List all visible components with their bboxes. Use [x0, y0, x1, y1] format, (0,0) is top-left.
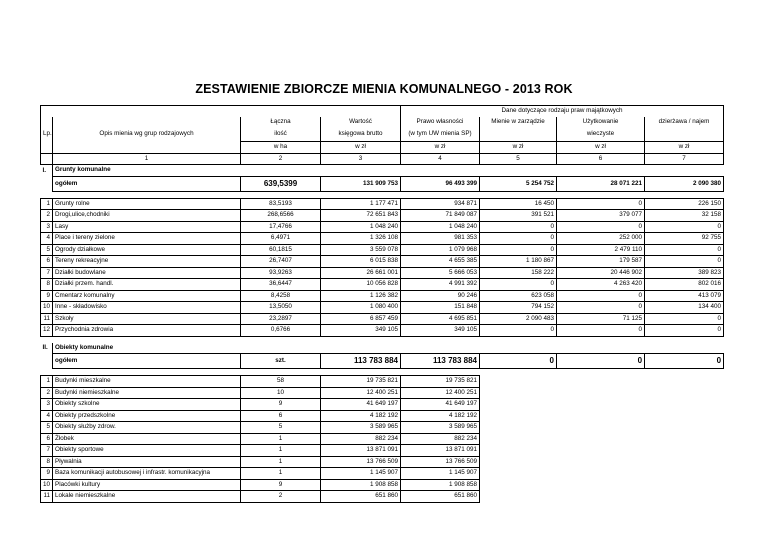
section2-total-use: 0 [557, 354, 645, 369]
table-row [41, 456, 724, 468]
row-value: 4 695 851 [401, 313, 480, 325]
row-value: 12 400 251 [321, 387, 401, 399]
header-own-3: w zł [401, 142, 480, 154]
section2-total-own: 113 783 884 [401, 354, 480, 369]
row-empty [557, 399, 645, 411]
row-empty [480, 479, 557, 491]
section1-total-lease: 2 090 380 [645, 176, 724, 191]
row-value: 981 353 [401, 233, 480, 245]
col-num: 2 [241, 153, 321, 165]
row-area: 26,7407 [241, 256, 321, 268]
row-empty [480, 491, 557, 503]
row-empty [557, 376, 645, 388]
row-value: 0 [645, 244, 724, 256]
row-name: Działki przem. handl. [53, 279, 241, 291]
row-own: 3 589 965 [401, 422, 480, 434]
row-area: 8,4258 [241, 290, 321, 302]
row-name: Place i tereny zielone [53, 233, 241, 245]
row-lp: 4 [41, 233, 53, 245]
row-value: 413 079 [645, 290, 724, 302]
row-own: 1 908 858 [401, 479, 480, 491]
row-name: Budynki mieszkalne [53, 376, 241, 388]
row-name: Obiekty sportowe [53, 445, 241, 457]
row-empty [645, 479, 724, 491]
row-lp: 3 [41, 221, 53, 233]
header-total-1: Łączna [241, 117, 321, 128]
row-value: 1 048 240 [401, 221, 480, 233]
row-empty [480, 422, 557, 434]
section1-total-area: 639,5399 [241, 176, 321, 191]
table-row [41, 468, 724, 480]
row-value: 4 182 192 [321, 410, 401, 422]
row-value: 2 479 110 [557, 244, 645, 256]
header-own-1: Prawo własności [401, 117, 480, 128]
row-value: 934 871 [401, 198, 480, 210]
header-own-2: (w tym UW mienia SP) [401, 127, 480, 142]
header-total-3: w ha [241, 142, 321, 154]
header-use-3: w zł [557, 142, 645, 154]
row-count: 10 [241, 387, 321, 399]
col-num: 6 [557, 153, 645, 165]
row-value: 0 [645, 221, 724, 233]
col-num: 7 [645, 153, 724, 165]
row-area: 93,9263 [241, 267, 321, 279]
row-empty [480, 399, 557, 411]
row-lp: 2 [41, 210, 53, 222]
row-name: Obiekty przedszkolne [53, 410, 241, 422]
row-lp: 10 [41, 479, 53, 491]
table-row [41, 198, 724, 210]
row-empty [645, 491, 724, 503]
row-lp: 4 [41, 410, 53, 422]
row-value: 0 [557, 198, 645, 210]
header-row-group [41, 106, 724, 117]
section1-total-own: 96 493 399 [401, 176, 480, 191]
row-lp: 11 [41, 491, 53, 503]
row-area: 6,4971 [241, 233, 321, 245]
row-empty [480, 387, 557, 399]
header-value-2: księgowa brutto [321, 127, 401, 142]
row-value: 1 180 867 [480, 256, 557, 268]
section1-total-row [41, 176, 724, 191]
header-row-1 [41, 117, 724, 128]
header-lease-3: w zł [645, 142, 724, 154]
table-row [41, 244, 724, 256]
row-name: Działki budowlane [53, 267, 241, 279]
row-name: Grunty rolne [53, 198, 241, 210]
row-empty [645, 433, 724, 445]
row-value: 4 991 392 [401, 279, 480, 291]
row-lp: 2 [41, 387, 53, 399]
header-row-3 [41, 142, 724, 154]
row-value: 651 860 [321, 491, 401, 503]
row-empty [557, 410, 645, 422]
row-name: Przychodnia zdrowia [53, 325, 241, 337]
row-value: 0 [645, 313, 724, 325]
header-desc: Opis mienia wg grup rodzajowych [53, 127, 241, 142]
row-empty [480, 410, 557, 422]
row-value: 1 079 968 [401, 244, 480, 256]
row-empty [557, 422, 645, 434]
table-row [41, 376, 724, 388]
row-name: Szkoły [53, 313, 241, 325]
row-own: 41 649 197 [401, 399, 480, 411]
row-empty [480, 468, 557, 480]
row-value: 391 521 [480, 210, 557, 222]
row-name: Inne - składowisko [53, 302, 241, 314]
row-value: 158 222 [480, 267, 557, 279]
row-value: 0 [645, 256, 724, 268]
row-value: 0 [557, 290, 645, 302]
table-row [41, 290, 724, 302]
row-value: 92 755 [645, 233, 724, 245]
table-row [41, 302, 724, 314]
row-own: 882 234 [401, 433, 480, 445]
row-area: 268,6566 [241, 210, 321, 222]
row-value: 1 126 382 [321, 290, 401, 302]
row-empty [645, 456, 724, 468]
header-use-2: wieczyste [557, 127, 645, 142]
row-lp: 10 [41, 302, 53, 314]
row-value: 179 587 [557, 256, 645, 268]
section1-total-use: 28 071 221 [557, 176, 645, 191]
row-area: 17,4766 [241, 221, 321, 233]
row-value: 13 766 509 [321, 456, 401, 468]
row-value: 389 823 [645, 267, 724, 279]
table-row [41, 233, 724, 245]
row-area: 83,5193 [241, 198, 321, 210]
table-body [41, 106, 724, 503]
row-own: 4 182 192 [401, 410, 480, 422]
row-area: 23,2897 [241, 313, 321, 325]
col-num: 1 [53, 153, 241, 165]
row-value: 5 666 053 [401, 267, 480, 279]
spacer-row [41, 191, 724, 198]
row-empty [645, 387, 724, 399]
row-count: 6 [241, 410, 321, 422]
document-title: ZESTAWIENIE ZBIORCZE MIENIA KOMUNALNEGO - 2013 ROK [195, 82, 573, 96]
row-value: 1 326 108 [321, 233, 401, 245]
row-empty [645, 410, 724, 422]
row-value: 802 016 [645, 279, 724, 291]
row-value: 6 857 459 [321, 313, 401, 325]
row-value: 0 [480, 233, 557, 245]
row-own: 13 871 091 [401, 445, 480, 457]
row-value: 4 655 385 [401, 256, 480, 268]
table-row [41, 221, 724, 233]
section2-unit: szt. [241, 354, 321, 369]
row-value: 0 [480, 279, 557, 291]
row-value: 252 000 [557, 233, 645, 245]
row-count: 5 [241, 422, 321, 434]
row-lp: 6 [41, 433, 53, 445]
row-count: 58 [241, 376, 321, 388]
row-value: 71 125 [557, 313, 645, 325]
row-value: 134 400 [645, 302, 724, 314]
section2-name: Obiekty komunalne [53, 343, 241, 354]
row-value: 20 446 902 [557, 267, 645, 279]
row-value: 6 015 838 [321, 256, 401, 268]
row-value: 71 849 087 [401, 210, 480, 222]
row-value: 19 735 821 [321, 376, 401, 388]
row-name: Baza komunikacji autobusowej i infrastr. komunikacyjna [53, 468, 241, 480]
table-row [41, 491, 724, 503]
row-count: 1 [241, 433, 321, 445]
row-value: 10 056 828 [321, 279, 401, 291]
row-count: 1 [241, 468, 321, 480]
section1-num: I. [42, 166, 46, 174]
row-lp: 1 [41, 376, 53, 388]
section2-total-lease: 0 [645, 354, 724, 369]
section1-header [41, 165, 724, 177]
row-value: 0 [480, 244, 557, 256]
header-mgmt-3: w zł [480, 142, 557, 154]
section2-total-label: ogółem [53, 354, 241, 369]
row-lp: 8 [41, 279, 53, 291]
table-row [41, 422, 724, 434]
row-empty [480, 433, 557, 445]
header-lease-1: dzierżawa / najem [645, 117, 724, 128]
row-name: Cmentarz komunalny [53, 290, 241, 302]
section2-header [41, 343, 724, 354]
row-name: Lokale niemieszkalne [53, 491, 241, 503]
row-name: Obiekty służby zdrow. [53, 422, 241, 434]
row-count: 9 [241, 479, 321, 491]
row-value: 13 871 091 [321, 445, 401, 457]
row-value: 41 649 197 [321, 399, 401, 411]
row-name: Obiekty szkolne [53, 399, 241, 411]
row-value: 2 090 483 [480, 313, 557, 325]
table-row [41, 279, 724, 291]
row-value: 0 [480, 221, 557, 233]
row-lp: 9 [41, 468, 53, 480]
row-value: 623 058 [480, 290, 557, 302]
row-lp: 12 [41, 325, 53, 337]
row-value: 379 077 [557, 210, 645, 222]
row-area: 36,6447 [241, 279, 321, 291]
section1-name: Grunty komunalne [53, 165, 241, 177]
col-num: 3 [321, 153, 401, 165]
header-mgmt-1: Mienie w zarządzie [480, 117, 557, 128]
col-num: 5 [480, 153, 557, 165]
row-lp: 5 [41, 244, 53, 256]
row-lp: 8 [41, 456, 53, 468]
row-value: 1 080 400 [321, 302, 401, 314]
row-empty [557, 456, 645, 468]
table-row [41, 313, 724, 325]
column-number-row [41, 153, 724, 165]
row-area: 0,6766 [241, 325, 321, 337]
row-own: 12 400 251 [401, 387, 480, 399]
row-value: 0 [645, 325, 724, 337]
header-lp: Lp. [41, 127, 53, 142]
row-value: 0 [557, 221, 645, 233]
row-lp: 9 [41, 290, 53, 302]
row-value: 3 559 078 [321, 244, 401, 256]
row-empty [480, 445, 557, 457]
row-value: 226 150 [645, 198, 724, 210]
row-empty [557, 387, 645, 399]
row-empty [480, 376, 557, 388]
row-name: Żłobek [53, 433, 241, 445]
row-count: 2 [241, 491, 321, 503]
header-group-title: Dane dotyczące rodzaju praw majątkowych [480, 106, 645, 117]
row-empty [480, 456, 557, 468]
row-lp: 6 [41, 256, 53, 268]
section2-total-value: 113 783 884 [321, 354, 401, 369]
row-value: 90 246 [401, 290, 480, 302]
row-value: 1 177 471 [321, 198, 401, 210]
row-value: 349 105 [401, 325, 480, 337]
row-name: Placówki kultury [53, 479, 241, 491]
section1-total-value: 131 909 753 [321, 176, 401, 191]
row-value: 0 [480, 325, 557, 337]
row-own: 19 735 821 [401, 376, 480, 388]
row-name: Pływalnia [53, 456, 241, 468]
table-row [41, 399, 724, 411]
header-value-3: w zł [321, 142, 401, 154]
table-row [41, 387, 724, 399]
table-row [41, 210, 724, 222]
row-value: 1 048 240 [321, 221, 401, 233]
row-empty [557, 433, 645, 445]
row-empty [557, 445, 645, 457]
row-empty [645, 376, 724, 388]
row-value: 794 152 [480, 302, 557, 314]
row-name: Budynki niemieszkalne [53, 387, 241, 399]
row-lp: 3 [41, 399, 53, 411]
row-empty [645, 399, 724, 411]
table-row [41, 325, 724, 337]
row-empty [557, 479, 645, 491]
row-value: 151 848 [401, 302, 480, 314]
row-count: 1 [241, 456, 321, 468]
header-row-2 [41, 127, 724, 142]
section1-total-mgmt: 5 254 752 [480, 176, 557, 191]
section2-num: II. [42, 344, 48, 351]
section2-total-row [41, 354, 724, 369]
row-value: 349 105 [321, 325, 401, 337]
row-value: 72 651 843 [321, 210, 401, 222]
col-num: 4 [401, 153, 480, 165]
row-value: 0 [557, 325, 645, 337]
row-empty [645, 445, 724, 457]
header-total-2: ilość [241, 127, 321, 142]
spacer-row [41, 369, 724, 376]
header-use-1: Użytkowanie [557, 117, 645, 128]
header-value-1: Wartość [321, 117, 401, 128]
table-row [41, 256, 724, 268]
row-empty [557, 468, 645, 480]
row-value: 1 908 858 [321, 479, 401, 491]
table-row [41, 479, 724, 491]
row-value: 16 450 [480, 198, 557, 210]
row-count: 1 [241, 445, 321, 457]
row-name: Ogrody działkowe [53, 244, 241, 256]
section1-total-label: ogółem [53, 176, 241, 191]
row-name: Tereny rekreacyjne [53, 256, 241, 268]
row-lp: 5 [41, 422, 53, 434]
row-value: 3 589 965 [321, 422, 401, 434]
row-value: 32 158 [645, 210, 724, 222]
row-name: Drogi,ulice,chodniki [53, 210, 241, 222]
row-name: Lasy [53, 221, 241, 233]
table-row [41, 267, 724, 279]
row-lp: 11 [41, 313, 53, 325]
row-value: 4 263 420 [557, 279, 645, 291]
row-value: 26 661 001 [321, 267, 401, 279]
row-count: 9 [241, 399, 321, 411]
row-value: 0 [557, 302, 645, 314]
row-empty [645, 422, 724, 434]
row-lp: 7 [41, 267, 53, 279]
section2-total-mgmt: 0 [480, 354, 557, 369]
summary-table [40, 105, 724, 503]
row-own: 1 145 907 [401, 468, 480, 480]
row-lp: 1 [41, 198, 53, 210]
row-own: 13 766 509 [401, 456, 480, 468]
table-row [41, 433, 724, 445]
row-lp: 7 [41, 445, 53, 457]
table-row [41, 410, 724, 422]
row-empty [645, 468, 724, 480]
row-area: 13,5050 [241, 302, 321, 314]
row-value: 1 145 907 [321, 468, 401, 480]
row-empty [557, 491, 645, 503]
table-row [41, 445, 724, 457]
row-area: 60,1815 [241, 244, 321, 256]
row-own: 651 860 [401, 491, 480, 503]
row-value: 882 234 [321, 433, 401, 445]
